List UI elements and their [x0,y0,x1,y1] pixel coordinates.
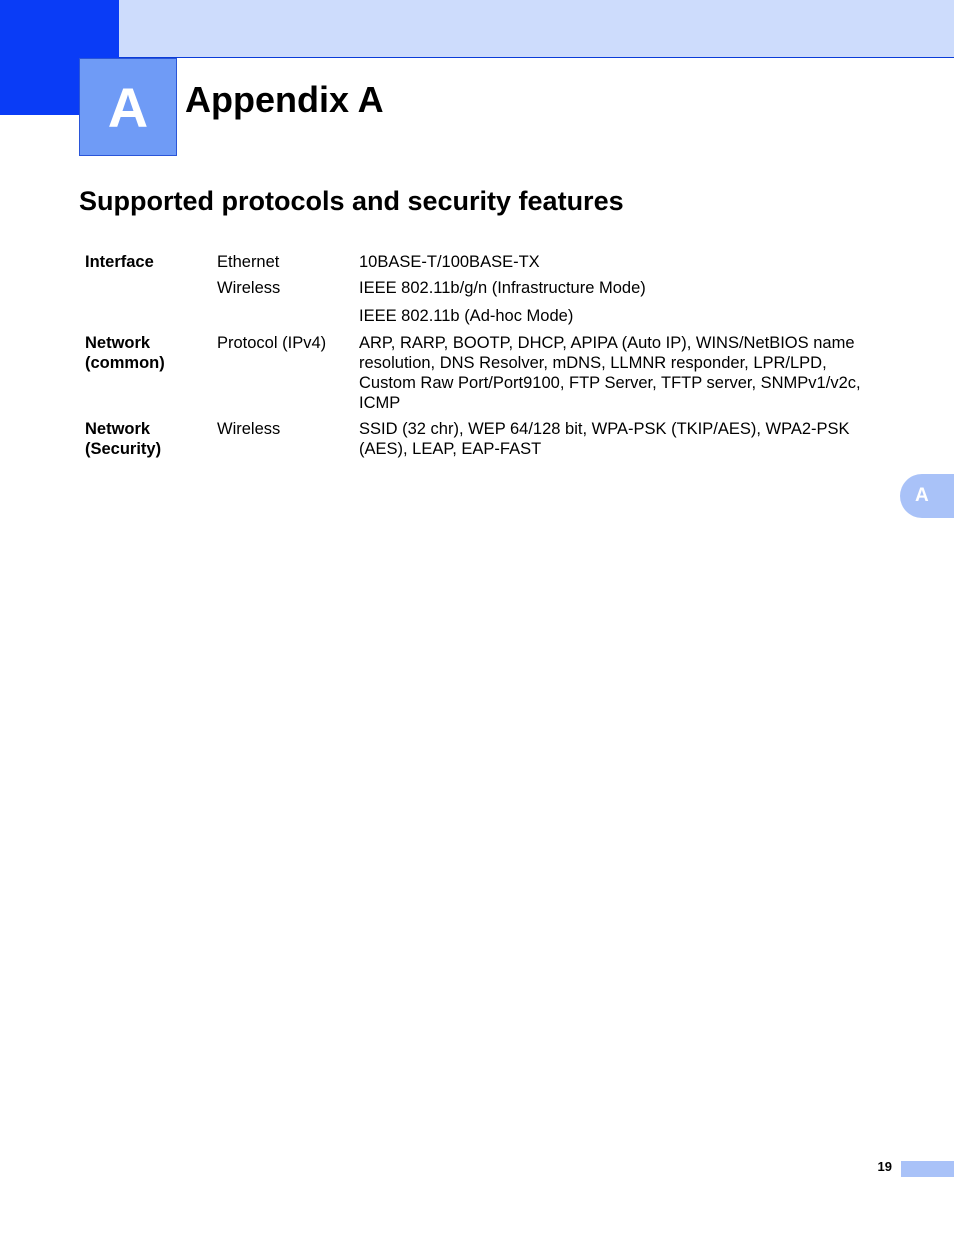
table-row [79,250,883,278]
row-category [79,333,211,419]
row-item: Ethernet [217,253,280,271]
row-value: SSID (32 chr), WEP 64/128 bit, WPA-PSK (TKIP/AES), WPA2-PSK (AES), LEAP, EAP-FAST [359,420,850,458]
row-item: Protocol (IPv4) [217,334,327,352]
row-value: IEEE 802.11b/g/n (Infrastructure Mode) [359,279,646,297]
section-title: Supported protocols and security features [79,186,624,216]
row-value: 10BASE-T/100BASE-TX [359,253,540,271]
page-number: 19 [877,1159,892,1174]
chapter-title: Appendix A [185,79,384,120]
row-item [211,306,353,333]
table-row [79,278,883,306]
row-value: ARP, RARP, BOOTP, DHCP, APIPA (Auto IP), WINS/NetBIOS name resolution, DNS Resolver, mDNS, LLMNR responder, LPR/LPD, Custom Raw Port/Port9100, FTP Server, TFTP server, SNMPv1/v2c, ICMP [359,334,861,412]
row-item: Wireless [217,279,281,297]
row-value: IEEE 802.11b (Ad-hoc Mode) [359,307,574,325]
table-row [79,306,883,333]
footer-bar [901,1161,954,1177]
row-category [79,306,211,333]
header-band [0,0,954,58]
table-row [79,419,883,459]
spec-table [79,250,883,459]
table-row [79,333,883,419]
row-category-line: Network [85,334,151,352]
chapter-letter-box: A [79,58,177,156]
row-category: Interface [85,253,154,271]
row-category [79,419,211,459]
row-category [79,278,211,306]
row-item: Wireless [217,420,281,438]
row-category-line: (Security) [85,440,162,458]
row-category-line: (common) [85,354,165,372]
row-category-line: Network [85,420,151,438]
chapter-side-tab: A [900,474,954,518]
